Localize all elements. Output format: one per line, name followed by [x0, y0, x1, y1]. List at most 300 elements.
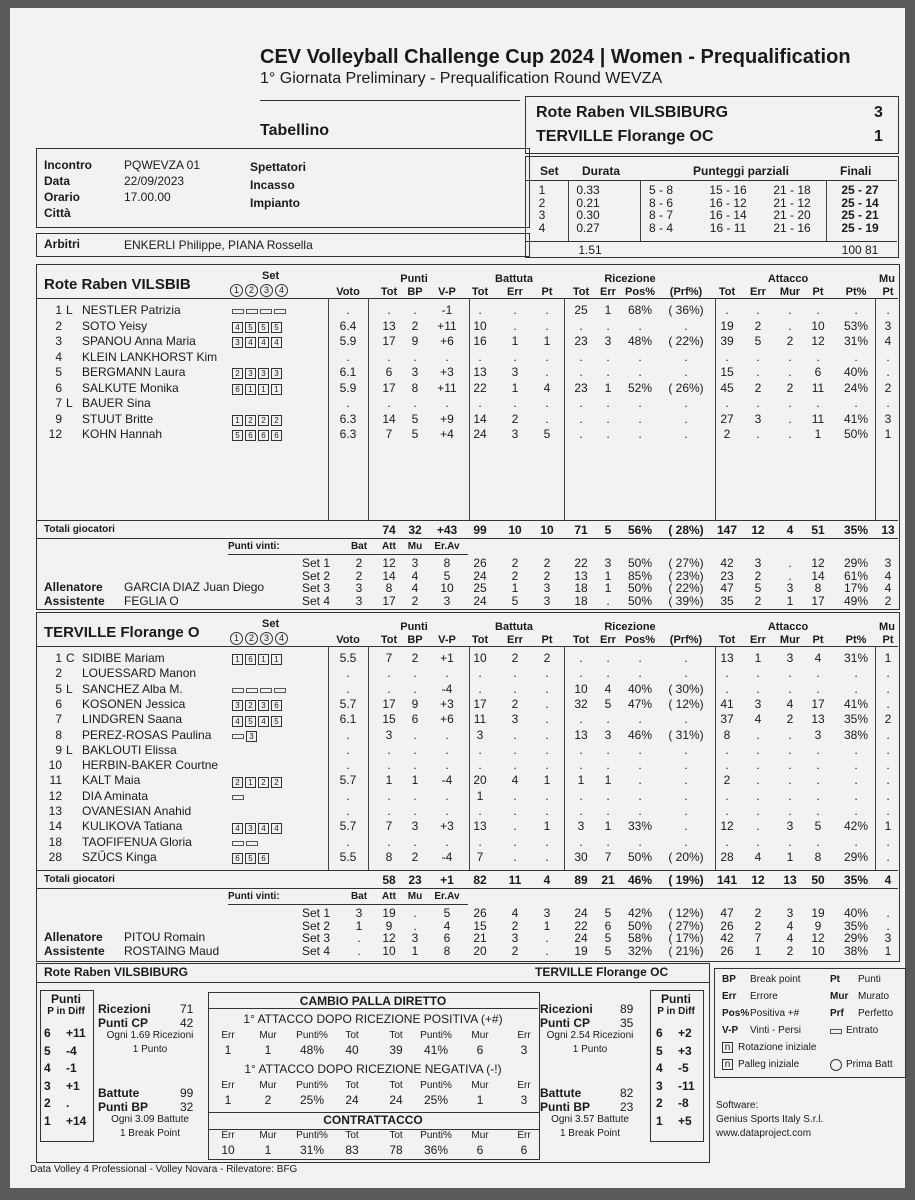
footer-text: Data Volley 4 Professional - Volley Novara - Rilevatore: BFG [30, 1164, 298, 1175]
stat-at: . [725, 758, 729, 773]
rotation-number: 4 [44, 1061, 51, 1075]
entered-mark [232, 309, 244, 314]
player-number: 4 [55, 349, 62, 364]
stat-tot: 3 [385, 727, 393, 742]
player-number: 13 [48, 804, 62, 818]
stat-tot: . [387, 681, 391, 696]
rotation-square: 1 [245, 384, 256, 395]
divider [37, 298, 898, 299]
punti-label: Punti [51, 992, 81, 1006]
stat-app: . [854, 758, 858, 773]
col-header-mu: Pt [882, 286, 894, 298]
stat-ap: . [816, 758, 820, 773]
total-rp: 46% [627, 873, 653, 887]
col-header-be: Err [507, 286, 523, 298]
set-stat-at: 35 [720, 593, 734, 608]
stat-bp: . [413, 681, 417, 696]
set-stat-re: 6 [604, 918, 612, 933]
set-stat-rp: 50% [627, 581, 653, 595]
stat-rf: . [684, 318, 688, 333]
stat-tot: 17 [382, 380, 396, 395]
pv-att: 17 [382, 593, 396, 608]
stat-voto: . [346, 742, 350, 757]
positive-value: 6 [476, 1043, 484, 1057]
stat-mu: . [886, 834, 890, 849]
rotation-diff: +5 [678, 1113, 692, 1128]
stat-re: 4 [604, 681, 612, 696]
total-bp: 23 [408, 873, 422, 887]
rotation-boxes [232, 320, 284, 334]
pv-bat: 1 [355, 918, 363, 933]
set-stat-bt: 20 [473, 943, 487, 958]
stat-at: 45 [720, 380, 734, 395]
rotation-boxes [232, 729, 259, 743]
col-header-attacco: Attacco [767, 273, 809, 285]
set-stat-rp: 85% [627, 568, 653, 583]
set-stat-re: 1 [604, 581, 612, 595]
legend-key: Pt [830, 974, 840, 985]
rotation-number: 2 [44, 1096, 51, 1110]
stat-bt: 13 [473, 819, 487, 834]
stat-rt: . [579, 834, 583, 849]
rotation-diff: +1 [66, 1078, 80, 1093]
stat-rp: . [638, 427, 642, 441]
team-name: Rote Raben VILSBIB [44, 276, 191, 293]
set-stat-re: . [606, 593, 610, 608]
set-stat-ae: 2 [754, 568, 762, 583]
divider [37, 870, 898, 871]
set-number-circle: 4 [275, 632, 288, 645]
set-number-circle: 2 [245, 284, 258, 297]
rotation-square: 3 [245, 368, 256, 379]
mini-header: Punti% [296, 1030, 328, 1041]
stat-bp: 2 [411, 849, 419, 864]
home-battute-label: Battute [98, 1086, 140, 1100]
pv-header: Mu [407, 891, 423, 902]
pv-er: 4 [443, 918, 451, 933]
rotation-boxes [232, 698, 284, 712]
stat-bp: 5 [411, 411, 419, 426]
rotation-square: 2 [258, 415, 269, 426]
total-final: 100 81 [841, 243, 879, 257]
stat-be: 2 [511, 696, 519, 711]
rotation-square: 5 [271, 716, 282, 727]
player-role: L [66, 303, 73, 317]
stat-am: 2 [786, 380, 794, 395]
entered-mark [232, 734, 244, 739]
stat-mu: . [886, 303, 890, 317]
set-stat-app: 61% [843, 568, 869, 583]
stat-vp: . [445, 758, 449, 773]
stat-re: 1 [604, 773, 612, 788]
rotation-square: 4 [258, 337, 269, 348]
stat-ap: 4 [814, 651, 822, 665]
stat-rf: ( 22%) [668, 334, 704, 348]
stat-bt: 20 [473, 773, 487, 788]
stat-bp: . [413, 758, 417, 773]
rotation-square: 1 [232, 415, 243, 426]
stat-ae: . [756, 365, 760, 379]
partial-score: 21 - 12 [773, 195, 811, 210]
rotation-square: 6 [258, 853, 269, 864]
mini-header: Err [221, 1080, 235, 1091]
set-stat-app: 35% [843, 918, 869, 933]
rotation-square: 6 [271, 430, 282, 441]
away-ogni2: 1 Punto [572, 1044, 608, 1055]
stat-rp: 50% [627, 849, 653, 864]
stat-app: 40% [843, 365, 869, 379]
mini-header: Tot [345, 1030, 359, 1041]
stat-voto: . [346, 681, 350, 696]
home-ricezioni-value: 71 [180, 1002, 194, 1016]
set-stat-re: 5 [604, 943, 612, 958]
player-number: 14 [48, 819, 62, 834]
set-stat-re: 5 [604, 906, 612, 920]
set-stat-am: 2 [786, 943, 794, 958]
divider [526, 180, 897, 181]
set-number: 4 [538, 220, 546, 235]
stat-rf: . [684, 396, 688, 410]
entered-mark [260, 309, 272, 314]
pv-att: 12 [382, 931, 396, 945]
stat-bpt: 5 [543, 427, 551, 441]
player-name: BAKLOUTI Elissa [82, 742, 177, 757]
player-number: 11 [49, 773, 62, 788]
rotation-square: 3 [246, 731, 257, 742]
rotation-diff: -5 [678, 1061, 689, 1075]
stat-am: . [788, 681, 792, 696]
pv-er: 10 [440, 581, 454, 595]
set-stat-mu: 4 [884, 581, 892, 595]
coach-label: Allenatore [44, 580, 103, 594]
stat-rt: 32 [574, 696, 588, 711]
col-header-bt: Tot [471, 286, 489, 298]
punti-vinti-label: Punti vinti: [228, 541, 280, 552]
stat-tot: . [387, 396, 391, 410]
stat-bpt: . [545, 712, 549, 727]
stat-tot: 17 [382, 334, 396, 348]
col-header-ap: Pt [812, 634, 824, 646]
home-puntibp-label: Punti BP [98, 1100, 148, 1114]
pv-bat: 3 [355, 906, 363, 920]
stat-re: . [606, 804, 610, 818]
stat-bp: 9 [411, 334, 419, 348]
rotation-square: 5 [258, 322, 269, 333]
mini-header: Mur [259, 1130, 277, 1141]
player-name: SALKUTE Monika [82, 380, 179, 395]
total-re: 21 [601, 873, 615, 887]
divider [37, 538, 898, 539]
mini-header: Punti% [296, 1080, 328, 1091]
set-stat-mu: 1 [884, 943, 892, 958]
away-puntibp-label: Punti BP [540, 1100, 590, 1114]
player-name: SZŰCS Kinga [82, 849, 157, 864]
legend-key: Mur [830, 991, 849, 1002]
stat-vp: -4 [441, 681, 453, 696]
partial-score: 8 - 6 [648, 195, 673, 210]
total-duration: 1.51 [578, 243, 602, 257]
stat-ap: 8 [814, 849, 822, 864]
set-row-label: Set 2 [301, 568, 330, 583]
stat-vp: +3 [440, 819, 454, 834]
pv-er: 5 [443, 568, 451, 583]
set-number: 2 [538, 195, 546, 210]
mini-header: Err [517, 1130, 531, 1141]
stat-tot: . [387, 666, 391, 681]
stat-vp: +11 [437, 318, 457, 333]
mini-header: Tot [389, 1130, 403, 1141]
stat-rf: . [684, 365, 688, 379]
punti-label: Punti [661, 992, 691, 1006]
stat-ae: 4 [754, 849, 762, 864]
home-ricezioni-label: Ricezioni [98, 1002, 151, 1016]
col-header-re: Err [600, 286, 616, 298]
rotation-diff: -1 [66, 1061, 77, 1075]
stat-re: . [606, 666, 610, 681]
set-stat-mu: 3 [884, 556, 892, 570]
rotation-square: 4 [232, 716, 243, 727]
stat-ae: . [756, 727, 760, 742]
player-number: 12 [48, 788, 62, 803]
set-stat-app: 17% [843, 581, 869, 595]
match-info-label: Impianto [250, 196, 300, 210]
stat-bp: 5 [411, 427, 419, 441]
stat-tot: 8 [385, 849, 393, 864]
rotation-diff: -11 [678, 1078, 695, 1093]
set-stat-app: 49% [843, 593, 869, 608]
set-stat-rf: ( 27%) [668, 918, 704, 933]
set-stat-bpt: . [545, 931, 549, 945]
col-header-mu: Pt [882, 634, 894, 646]
total-bpt: 10 [540, 523, 554, 537]
stat-vp: +6 [440, 712, 454, 727]
player-number: 6 [55, 696, 62, 711]
stat-bp: . [413, 303, 417, 317]
stat-rt: 13 [574, 727, 588, 742]
stat-bp: 3 [411, 819, 419, 834]
stat-am: 3 [786, 819, 794, 834]
set-row-label: Set 3 [301, 931, 330, 945]
stat-bp: . [413, 788, 417, 803]
player-number: 7 [55, 712, 62, 727]
set-row-label: Set 4 [301, 943, 330, 958]
stat-rt: . [579, 758, 583, 773]
col-header-bp: BP [407, 286, 423, 298]
total-bt: 82 [473, 873, 487, 887]
stat-be: 2 [511, 411, 519, 426]
divider [37, 888, 898, 889]
total-mu: 13 [881, 523, 895, 537]
total-vp: +43 [436, 523, 458, 537]
stat-bpt: 1 [543, 773, 551, 788]
mini-header: Tot [389, 1080, 403, 1091]
home-ogni-b: Ogni 3.09 Battute [111, 1114, 189, 1125]
pv-er: 8 [443, 943, 451, 958]
stat-re: . [606, 365, 610, 379]
mini-header: Tot [389, 1030, 403, 1041]
stat-bpt: . [545, 834, 549, 849]
set-number: 3 [538, 208, 546, 222]
set-stat-ap: 14 [811, 568, 825, 583]
stat-tot: 7 [385, 819, 393, 834]
col-header-punti: Punti [400, 273, 428, 285]
stat-ap: 1 [814, 427, 822, 441]
stat-bt: . [478, 758, 482, 773]
divider [228, 554, 468, 555]
rotation-diff: . [66, 1096, 70, 1110]
stat-tot: . [387, 303, 391, 317]
set-stat-ae: 5 [754, 581, 762, 595]
pv-att: 8 [385, 581, 393, 595]
stat-ap: 11 [811, 411, 825, 426]
stat-ap: 11 [811, 380, 825, 395]
stat-bpt: . [545, 804, 549, 818]
stat-bpt: 2 [543, 651, 551, 665]
stat-bt: . [478, 834, 482, 849]
match-info-value: 22/09/2023 [124, 174, 185, 188]
stat-rp: . [638, 651, 642, 665]
stat-mu: . [886, 849, 890, 864]
entered-mark [246, 309, 258, 314]
stat-bp: 6 [411, 712, 419, 727]
stat-am: . [788, 396, 792, 410]
positive-value: 41% [423, 1043, 449, 1057]
mini-header: Err [221, 1130, 235, 1141]
away-sets-won: 1 [874, 128, 883, 145]
stat-voto: . [346, 349, 350, 364]
stat-bpt: . [545, 788, 549, 803]
col-header-parziali: Punteggi parziali [693, 164, 790, 178]
stat-rp: . [638, 396, 642, 410]
negative-value: 25% [299, 1093, 325, 1107]
stat-mu: 1 [884, 427, 892, 441]
contrattacco-value: 1 [264, 1143, 272, 1157]
stat-vp: +9 [440, 411, 454, 426]
stat-tot: 7 [385, 427, 393, 441]
set-stat-rt: 19 [574, 943, 588, 958]
stat-at: . [725, 349, 729, 364]
stat-app: 35% [843, 712, 869, 727]
col-header-at: Tot [718, 634, 736, 646]
rotation-square: 5 [245, 853, 256, 864]
player-name: SIDIBE Mariam [82, 651, 165, 665]
stat-bt: 10 [473, 651, 487, 665]
set-stat-ap: 12 [811, 556, 825, 570]
coach-label: Allenatore [44, 930, 103, 944]
away-ogni-b2: 1 Break Point [559, 1128, 621, 1139]
col-header-rp: Pos% [625, 286, 655, 298]
stat-voto: 5.5 [339, 849, 357, 864]
stat-vp: -4 [441, 773, 453, 788]
stat-re: 3 [604, 334, 612, 348]
rotation-square: 3 [245, 823, 256, 834]
pv-er: 8 [443, 556, 451, 570]
set-number: 1 [538, 183, 546, 197]
set-stat-bt: 24 [473, 568, 487, 583]
positive-value: 40 [345, 1043, 359, 1057]
home-battute-value: 99 [180, 1086, 194, 1100]
rotation-square: 2 [232, 368, 243, 379]
stat-re: . [606, 411, 610, 426]
entered-mark [830, 1029, 842, 1034]
match-info-value: PQWEVZA 01 [124, 158, 201, 172]
stat-vp: . [445, 804, 449, 818]
mini-header: Tot [345, 1080, 359, 1091]
stat-at: . [725, 303, 729, 317]
player-number: 5 [55, 365, 62, 379]
stat-tot: . [387, 349, 391, 364]
stat-vp: . [445, 396, 449, 410]
stat-mu: . [886, 681, 890, 696]
legend-key: BP [722, 974, 736, 985]
stat-tot: . [387, 788, 391, 803]
set-stat-rf: ( 27%) [668, 556, 704, 570]
pv-mu: 4 [411, 581, 419, 595]
positive-value: 39 [389, 1043, 403, 1057]
entered-mark [274, 688, 286, 693]
tabellino-label: Tabellino [260, 122, 330, 139]
entered-mark [232, 795, 244, 800]
stat-rp: 47% [627, 696, 653, 711]
stat-voto: 5.9 [339, 380, 357, 395]
stat-ae: . [756, 804, 760, 818]
set-stat-be: 1 [511, 581, 519, 595]
stat-bt: 13 [473, 365, 487, 379]
stat-vp: . [445, 834, 449, 849]
stat-re: 1 [604, 303, 612, 317]
player-number: 12 [48, 427, 62, 441]
set-stat-be: 4 [511, 906, 519, 920]
player-number: 18 [48, 834, 62, 849]
stat-at: . [725, 834, 729, 849]
partial-score: 21 - 16 [773, 220, 811, 235]
stat-rt: 25 [574, 303, 588, 317]
stat-at: . [725, 788, 729, 803]
legend-value: Entrato [846, 1025, 879, 1036]
set-stat-bpt: . [545, 943, 549, 958]
set-stat-mu: 3 [884, 931, 892, 945]
entered-mark [246, 841, 258, 846]
set-stat-rt: 24 [574, 931, 588, 945]
set-stat-at: 26 [720, 943, 734, 958]
stat-re: . [606, 788, 610, 803]
stat-ae: . [756, 396, 760, 410]
stat-am: 1 [786, 849, 794, 864]
stat-rp: . [638, 758, 642, 773]
set-stat-bpt: 3 [543, 593, 551, 608]
col-header-bp: BP [407, 634, 423, 646]
legend-key: Pos% [722, 1008, 750, 1019]
stat-tot: . [387, 742, 391, 757]
set-row-label: Set 1 [301, 556, 330, 570]
total-ap: 50 [811, 873, 825, 887]
player-name: KALT Maia [82, 773, 141, 788]
rotation-square: 6 [258, 430, 269, 441]
rotation-diff: +11 [66, 1026, 86, 1040]
set-stat-rt: 24 [574, 906, 588, 920]
mini-header: Mur [259, 1080, 277, 1091]
total-rp: 56% [627, 523, 653, 537]
pv-header: Er.Av [434, 891, 460, 902]
legend-value: Palleg iniziale [738, 1059, 800, 1070]
stat-rt: . [579, 742, 583, 757]
set-stat-re: 3 [604, 556, 612, 570]
stat-voto: 6.3 [339, 411, 357, 426]
stat-voto: . [346, 788, 350, 803]
total-at: 141 [716, 873, 738, 887]
player-name: HERBIN-BAKER Courtne [82, 758, 219, 773]
player-role: L [66, 742, 73, 757]
